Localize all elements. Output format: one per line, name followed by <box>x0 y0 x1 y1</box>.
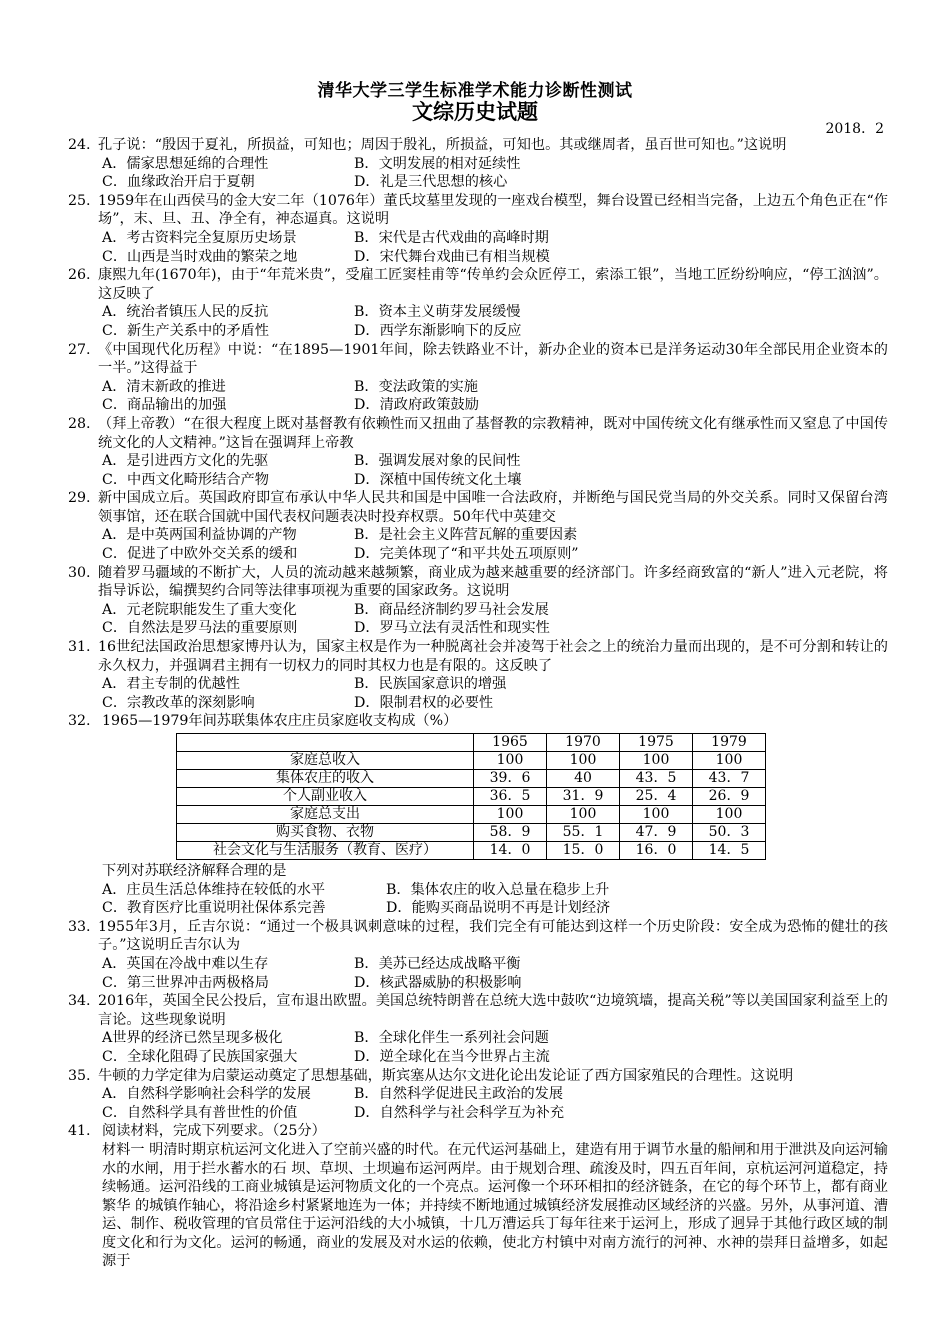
table-cell: 16．0 <box>620 842 693 860</box>
question-stem: 16世纪法国政治思想家博丹认为，国家主权是作为一种脱离社会并凌驾于社会之上的统治力量而出现的，是不可分割和转让的永久权力，并强调君主拥有一切权力的同时其权力也是有限的。这反映了 <box>98 639 888 674</box>
table-cell: 31．9 <box>547 788 620 806</box>
option-row <box>98 303 888 322</box>
table-cell: 39．6 <box>474 770 547 788</box>
option[interactable]: A．清末新政的推进 <box>102 378 226 395</box>
question-item <box>68 341 888 415</box>
option[interactable]: D．罗马立法有灵活性和现实性 <box>354 620 550 637</box>
option[interactable]: B．是社会主义阵营瓦解的重要因素 <box>354 527 578 544</box>
option-row <box>98 899 888 918</box>
question-41 <box>68 1122 888 1271</box>
table-cell: 50．3 <box>693 824 766 842</box>
year-header: 1965 <box>474 734 547 752</box>
question-stem: 1959年在山西侯马的金大安二年（1076年）董氏坟墓里发现的一座戏台模型，舞台设置已经相当完备，上边五个角色正在“作场”，末、旦、丑、净全有，神态逼真。这说明 <box>98 192 888 228</box>
option-row <box>98 173 888 192</box>
option[interactable]: D．清政府政策鼓励 <box>354 397 479 414</box>
question-stem: 康熙九年(1670年)，由于“年荒米贵”，受雇工匠窦桂甫等“传单约会众匠停工，索添工银”，当地工匠纷纷响应，“停工汹汹”。这反映了 <box>98 267 888 302</box>
table-cell: 26．9 <box>693 788 766 806</box>
question-stem: 新中国成立后。英国政府即宣布承认中华人民共和国是中国唯一合法政府，并断绝与国民党当局的外交关系。同时又保留台湾领事馆，还在联合国就中国代表权问题表决时投弃权票。50年代中英建交 <box>98 490 888 525</box>
question-item <box>68 415 888 489</box>
table-cell: 47．9 <box>620 824 693 842</box>
option[interactable]: A世界的经济已然呈现多极化 <box>102 1030 283 1047</box>
option-row <box>98 155 888 174</box>
option-row <box>98 452 888 471</box>
option[interactable]: C．宗教改革的深刻影响 <box>102 694 255 711</box>
option[interactable]: B．宋代是古代戏曲的高峰时期 <box>354 229 549 246</box>
table-cell: 100 <box>620 752 693 770</box>
row-label: 家庭总支出 <box>177 806 474 824</box>
option[interactable]: C．商品输出的加强 <box>102 397 227 414</box>
option[interactable]: D．礼是三代思想的核心 <box>354 174 508 191</box>
question-stem: 牛顿的力学定律为启蒙运动奠定了思想基础，斯宾塞从达尔文进化论出发论证了西方国家殖民的合理性。这说明 <box>98 1067 794 1084</box>
option-row <box>98 694 888 713</box>
question-item <box>68 564 888 638</box>
option[interactable]: B．全球化伴生一系列社会问题 <box>354 1030 549 1047</box>
question-list-2 <box>68 918 888 1123</box>
option-row <box>98 1085 888 1104</box>
row-label: 家庭总收入 <box>177 752 474 770</box>
table-cell: 25．4 <box>620 788 693 806</box>
option[interactable]: B．美苏已经达成战略平衡 <box>354 955 521 972</box>
option[interactable]: D．深植中国传统文化土壤 <box>354 471 522 488</box>
option[interactable]: B．自然科学促进民主政治的发展 <box>354 1086 564 1103</box>
question-stem: 《中国现代化历程》中说：“在1895—1901年间，除去铁路业不计，新办企业的资本已是洋务运动30年全部民用企业资本的一半。”这得益于 <box>98 341 888 377</box>
question-number: 28. <box>68 415 91 432</box>
option-row <box>98 675 888 694</box>
table-row <box>177 788 766 806</box>
option[interactable]: A．自然科学影响社会科学的发展 <box>102 1086 311 1103</box>
option-row <box>98 229 888 248</box>
option[interactable]: A．考古资料完全复原历史场景 <box>102 229 297 246</box>
option[interactable]: C．中西文化畸形结合产物 <box>102 471 269 488</box>
option[interactable]: C．血缘政治开启于夏朝 <box>102 174 255 191</box>
question-number: 29. <box>68 490 91 507</box>
table-cell: 58．9 <box>474 824 547 842</box>
table-cell: 55．1 <box>547 824 620 842</box>
option[interactable]: D．限制君权的必要性 <box>354 694 494 711</box>
question-number: 27. <box>68 341 91 358</box>
option[interactable]: B．强调发展对象的民间性 <box>354 453 521 470</box>
option[interactable]: C．新生产关系中的矛盾性 <box>102 322 269 339</box>
exam-date: 2018．2 <box>825 121 884 137</box>
option-row <box>98 378 888 397</box>
material-text: 材料一 明清时期京杭运河文化进入了空前兴盛的时代。在元代运河基础上，建造有用于调节水量的船闸和用于泄洪及向运河输水的水闸，用于拦水蓄水的石 坝、草坝、土坝遍布运河两岸。由于规划合理、疏浚及时，四五百年间，京杭运河河道稳定，持续畅通。运河沿线的工商业城镇是运河物质文化的一个亮点。运河像一个环环相扣的经济链条，在它的每个环节上，都有商业繁华 的城镇作轴心，将沿途乡村紧紧地连为一体；并持续不断地通过城镇经济发展推动区域经济的兴盛。另外，从事河道、漕运、制作、税收管理的官员常住于运河沿线的大小城镇，十几万漕运兵丁每年往来于运河上，形成了迥异于其他行政区域的制度文化和行为文化。运河的畅通，商业的发展及对水运的依赖，使北方村镇中对南方流行的河神、水神的崇拜日益增多，如起源于 <box>102 1141 888 1270</box>
table-row <box>177 806 766 824</box>
question-list-1 <box>68 136 888 712</box>
table-cell: 15．0 <box>547 842 620 860</box>
option-row <box>98 545 888 564</box>
question-number: 26. <box>68 267 91 284</box>
option-row <box>98 1029 888 1048</box>
question-stem: 随着罗马疆域的不断扩大，人员的流动越来越频繁，商业成为越来越重要的经济部门。许多经商致富的“新人”进入元老院，将指导诉讼，编撰契约合同等法律事项视为重要的国家政务。这说明 <box>98 564 888 600</box>
table-row <box>177 770 766 788</box>
year-header: 1979 <box>693 734 766 752</box>
question-number: 33. <box>68 918 91 935</box>
table-cell: 36．5 <box>474 788 547 806</box>
question-stem: 阅读材料，完成下列要求。（25分） <box>102 1123 326 1140</box>
option[interactable]: B．民族国家意识的增强 <box>354 676 507 693</box>
option[interactable]: C．第三世界冲击两极格局 <box>102 974 269 991</box>
option[interactable]: A．儒家思想延绵的合理性 <box>102 155 269 172</box>
question-stem: 下列对苏联经济解释合理的是 <box>102 863 287 879</box>
question-stem: 孔子说：“殷因于夏礼，所损益，可知也；周因于殷礼，所损益，可知也。其或继周者，虽百世可知也。”这说明 <box>98 137 787 153</box>
table-row <box>177 824 766 842</box>
option[interactable]: A．元老院职能发生了重大变化 <box>102 601 297 618</box>
question-stem: 2016年，英国全民公投后，宣布退出欧盟。美国总统特朗普在总统大选中鼓吹“边境筑墙，提高关税”等以美国国家利益至上的言论。这些现象说明 <box>98 993 888 1028</box>
question-item <box>68 266 888 340</box>
option[interactable]: D．完美体现了“和平共处五项原则” <box>354 546 579 563</box>
option-row <box>98 619 888 638</box>
table-cell: 43．7 <box>693 770 766 788</box>
option[interactable]: B．文明发展的相对延续性 <box>354 155 521 172</box>
option-row <box>98 1104 888 1123</box>
option-row <box>98 601 888 620</box>
option-row <box>98 396 888 415</box>
question-stem: （拜上帝教）“在很大程度上既对基督教有依赖性而又扭曲了基督教的宗教精神，既对中国传统文化有继承性而又窒息了中国传统文化的人文精神。”这旨在强调拜上帝教 <box>98 415 888 451</box>
question-number: 30. <box>68 564 91 581</box>
question-number: 25. <box>68 192 91 209</box>
table-cell: 100 <box>620 806 693 824</box>
option-row <box>98 322 888 341</box>
question-number: 34. <box>68 993 91 1010</box>
option[interactable]: B．集体农庄的收入总量在稳步上升 <box>386 881 610 898</box>
question-item <box>68 918 888 992</box>
option[interactable]: C．自然科学具有普世性的价值 <box>102 1104 298 1121</box>
table-cell: 43．5 <box>620 770 693 788</box>
option[interactable]: B．变法政策的实施 <box>354 378 478 395</box>
table-row <box>177 842 766 860</box>
option-row <box>98 1048 888 1067</box>
option[interactable]: B．资本主义萌芽发展缓慢 <box>354 304 521 321</box>
table-cell: 100 <box>547 806 620 824</box>
option[interactable]: D．自然科学与社会科学互为补充 <box>354 1104 565 1121</box>
option-row <box>98 526 888 545</box>
option[interactable]: C．促进了中欧外交关系的缓和 <box>102 546 298 563</box>
row-label: 集体农庄的收入 <box>177 770 474 788</box>
option[interactable]: A．统治者镇压人民的反抗 <box>102 304 269 321</box>
table-cell: 100 <box>474 752 547 770</box>
table-cell: 100 <box>547 752 620 770</box>
questions-body <box>68 136 888 1271</box>
option[interactable]: C．教育医疗比重说明社保体系完善 <box>102 900 326 917</box>
table-cell: 40 <box>547 770 620 788</box>
option[interactable]: D．核武器威胁的积极影响 <box>354 974 522 991</box>
row-label: 个人副业收入 <box>177 788 474 806</box>
table-corner-cell <box>177 734 474 752</box>
option[interactable]: D．西学东渐影响下的反应 <box>354 322 522 339</box>
table-row <box>177 752 766 770</box>
question-number: 24. <box>68 137 91 153</box>
income-table <box>176 733 766 860</box>
table-cell: 100 <box>474 806 547 824</box>
question-stem: 1955年3月，丘吉尔说：“通过一个极具讽刺意味的过程，我们完全有可能达到这样一个历史阶段：安全成为恐怖的健壮的孩子。”这说明丘吉尔认为 <box>98 918 888 954</box>
row-label: 社会文化与生活服务（教育、医疗） <box>177 842 474 860</box>
option[interactable]: C．自然法是罗马法的重要原则 <box>102 620 298 637</box>
option-row <box>98 881 888 900</box>
question-number: 41. <box>68 1123 91 1140</box>
year-header: 1970 <box>547 734 620 752</box>
option-row <box>98 974 888 993</box>
question-number: 35. <box>68 1067 91 1084</box>
option[interactable]: D．宋代舞台戏曲已有相当规模 <box>354 248 550 265</box>
table-cell: 14．0 <box>474 842 547 860</box>
question-number: 31. <box>68 639 91 656</box>
question-item <box>68 992 888 1066</box>
question-item <box>68 192 888 266</box>
exam-title: 清华大学三学生标准学术能力诊断性测试 <box>317 81 633 101</box>
option-row <box>98 471 888 490</box>
option[interactable]: A．君主专制的优越性 <box>102 676 240 693</box>
table-cell: 100 <box>693 752 766 770</box>
option[interactable]: A．是中英两国利益协调的产物 <box>102 527 297 544</box>
table-header-row <box>177 734 766 752</box>
year-header: 1975 <box>620 734 693 752</box>
question-item <box>68 136 888 192</box>
option[interactable]: A．英国在冷战中难以生存 <box>102 955 269 972</box>
option-row <box>98 955 888 974</box>
option[interactable]: D．逆全球化在当今世界占主流 <box>354 1048 550 1065</box>
question-item <box>68 489 888 563</box>
option[interactable]: C．山西是当时戏曲的繁荣之地 <box>102 248 298 265</box>
question-item <box>68 1067 888 1123</box>
exam-subtitle: 文综历史试题 <box>412 99 538 124</box>
table-title: 1965—1979年间苏联集体农庄庄员家庭收支构成（%） <box>102 713 458 730</box>
option-row <box>98 248 888 267</box>
question-item <box>68 638 888 712</box>
option[interactable]: A．庄员生活总体维持在较低的水平 <box>102 881 326 898</box>
question-number: 32. <box>68 713 91 730</box>
question-32 <box>68 712 888 917</box>
table-cell: 14．5 <box>693 842 766 860</box>
option[interactable]: D．能购买商品说明不再是计划经济 <box>386 900 611 917</box>
row-label: 购买食物、衣物 <box>177 824 474 842</box>
option[interactable]: A．是引进西方文化的先驱 <box>102 453 269 470</box>
option[interactable]: B．商品经济制约罗马社会发展 <box>354 601 549 618</box>
table-cell: 100 <box>693 806 766 824</box>
option[interactable]: C．全球化阻碍了民族国家强大 <box>102 1048 298 1065</box>
